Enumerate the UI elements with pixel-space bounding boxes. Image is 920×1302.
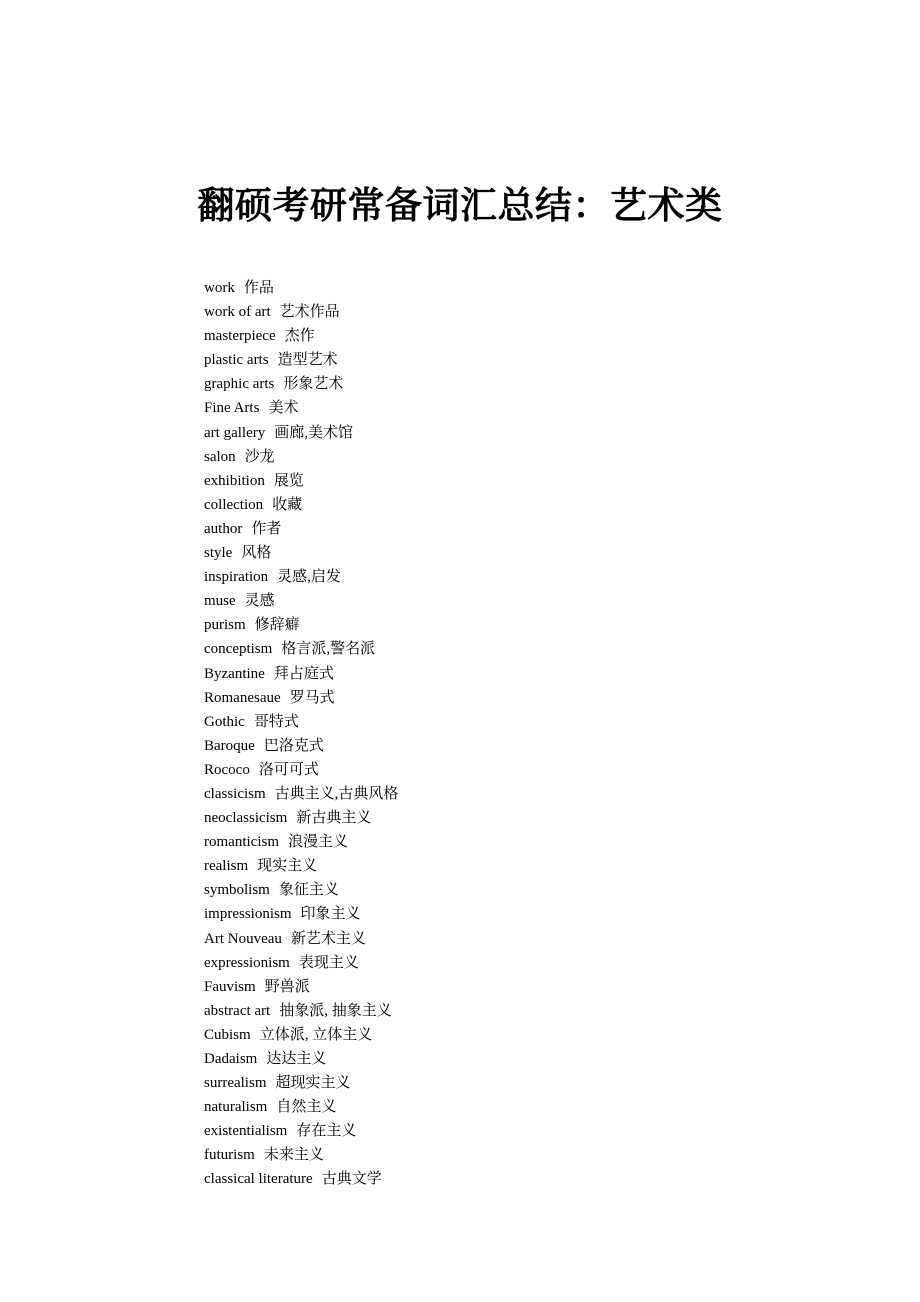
entry-english: classical literature <box>204 1171 313 1188</box>
entry-chinese: 哥特式 <box>253 713 299 730</box>
entry-english: muse <box>204 593 236 610</box>
entry-chinese: 风格 <box>241 545 272 562</box>
vocabulary-entry <box>204 373 398 397</box>
entry-english: Baroque <box>204 737 255 754</box>
entry-chinese: 古典主义,古典风格 <box>274 785 399 802</box>
entry-english: abstract art <box>204 1002 271 1019</box>
entry-chinese: 修辞癖 <box>254 617 300 634</box>
entry-english: collection <box>204 496 264 513</box>
vocabulary-entry <box>204 928 398 952</box>
entry-english: Fauvism <box>204 978 256 995</box>
vocabulary-entry <box>204 952 398 976</box>
vocabulary-entry <box>204 855 398 879</box>
entry-chinese: 古典文学 <box>321 1171 382 1188</box>
entry-english: expressionism <box>204 954 290 971</box>
entry-chinese: 自然主义 <box>276 1099 337 1116</box>
entry-chinese: 美术 <box>268 400 299 417</box>
entry-chinese: 作者 <box>251 520 282 537</box>
entry-chinese: 造型艺术 <box>277 352 338 369</box>
vocabulary-entry <box>204 1024 398 1048</box>
entry-chinese: 新古典主义 <box>296 810 372 827</box>
entry-english: Dadaism <box>204 1051 258 1067</box>
entry-english: art gallery <box>204 424 266 441</box>
entry-english: Cubism <box>204 1026 251 1043</box>
entry-chinese: 艺术作品 <box>279 304 340 321</box>
entry-english: purism <box>204 617 246 634</box>
vocabulary-entry <box>204 446 398 470</box>
entry-chinese: 作品 <box>243 280 274 296</box>
entry-english: graphic arts <box>204 376 275 393</box>
entry-english: style <box>204 545 233 562</box>
entry-chinese: 展览 <box>273 472 304 489</box>
entry-english: Rococo <box>204 761 250 778</box>
entry-chinese: 现实主义 <box>257 858 318 875</box>
entry-english: salon <box>204 448 236 465</box>
entry-english: work <box>204 280 235 296</box>
vocabulary-entry <box>204 759 398 783</box>
vocabulary-entry <box>204 1144 398 1168</box>
vocabulary-entry <box>204 494 398 518</box>
vocabulary-entry <box>204 590 398 614</box>
vocabulary-entry <box>204 711 398 735</box>
entry-chinese: 抽象派, 抽象主义 <box>279 1002 392 1019</box>
vocabulary-entry <box>204 735 398 759</box>
entry-english: impressionism <box>204 906 292 923</box>
entry-english: masterpiece <box>204 328 276 345</box>
entry-chinese: 拜占庭式 <box>273 665 334 682</box>
entry-english: Gothic <box>204 713 245 730</box>
vocabulary-entry <box>204 663 398 687</box>
entry-chinese: 立体派, 立体主义 <box>259 1026 373 1043</box>
vocabulary-entry <box>204 976 398 1000</box>
entry-chinese: 浪漫主义 <box>288 834 349 851</box>
entry-english: classicism <box>204 785 266 802</box>
vocabulary-entry <box>204 349 398 373</box>
entry-chinese: 画廊,美术馆 <box>274 424 353 441</box>
entry-english: romanticism <box>204 834 279 851</box>
entry-english: plastic arts <box>204 352 269 369</box>
entry-english: author <box>204 520 243 537</box>
entry-chinese: 罗马式 <box>289 689 335 706</box>
vocabulary-entry <box>204 879 398 903</box>
entry-english: Romanesaue <box>204 689 281 706</box>
vocabulary-entry <box>204 807 398 831</box>
vocabulary-entry <box>204 566 398 590</box>
entry-english: Fine Arts <box>204 400 260 417</box>
vocabulary-entry <box>204 903 398 927</box>
entry-chinese: 未来主义 <box>263 1147 324 1164</box>
entry-english: inspiration <box>204 569 269 586</box>
vocabulary-entry <box>204 397 398 421</box>
entry-english: naturalism <box>204 1099 268 1116</box>
vocabulary-entry <box>204 1168 398 1192</box>
entry-english: surrealism <box>204 1075 267 1092</box>
vocabulary-entry <box>204 1120 398 1144</box>
entry-chinese: 收藏 <box>272 496 303 513</box>
document-title: 翻硕考研常备词汇总结：艺术类 <box>197 186 723 227</box>
entry-chinese: 洛可可式 <box>258 761 319 778</box>
entry-chinese: 表现主义 <box>298 954 359 971</box>
entry-chinese: 格言派,警名派 <box>281 641 376 658</box>
entry-english: work of art <box>204 304 271 321</box>
entry-chinese: 超现实主义 <box>275 1075 351 1092</box>
entry-chinese: 存在主义 <box>296 1123 357 1140</box>
entry-chinese: 灵感 <box>244 593 275 610</box>
entry-chinese: 杰作 <box>284 328 315 345</box>
entry-chinese: 象征主义 <box>278 882 339 899</box>
vocabulary-entry <box>204 470 398 494</box>
entry-english: conceptism <box>204 641 273 658</box>
vocabulary-entry <box>204 1048 398 1072</box>
vocabulary-entry <box>204 783 398 807</box>
vocabulary-entry <box>204 1072 398 1096</box>
entry-english: futurism <box>204 1147 255 1164</box>
vocabulary-entry <box>204 687 398 711</box>
entry-english: realism <box>204 858 249 875</box>
vocabulary-entry <box>204 301 398 325</box>
entry-english: neoclassicism <box>204 810 288 827</box>
entry-chinese: 印象主义 <box>300 906 361 923</box>
entry-english: symbolism <box>204 882 270 899</box>
entry-chinese: 达达主义 <box>266 1051 327 1067</box>
vocabulary-list <box>204 277 398 1193</box>
entry-english: Art Nouveau <box>204 930 282 947</box>
vocabulary-entry <box>204 638 398 662</box>
entry-chinese: 巴洛克式 <box>263 737 324 754</box>
vocabulary-entry <box>204 614 398 638</box>
entry-chinese: 形象艺术 <box>283 376 344 393</box>
entry-english: exhibition <box>204 472 265 489</box>
vocabulary-entry <box>204 542 398 566</box>
vocabulary-entry <box>204 518 398 542</box>
vocabulary-entry <box>204 277 398 301</box>
entry-english: existentialism <box>204 1123 288 1140</box>
vocabulary-entry <box>204 422 398 446</box>
vocabulary-entry <box>204 831 398 855</box>
entry-chinese: 野兽派 <box>264 978 310 995</box>
vocabulary-entry <box>204 1096 398 1120</box>
entry-chinese: 灵感,启发 <box>277 569 341 586</box>
entry-chinese: 新艺术主义 <box>290 930 366 947</box>
entry-chinese: 沙龙 <box>244 448 275 465</box>
vocabulary-entry <box>204 1000 398 1024</box>
entry-english: Byzantine <box>204 665 265 682</box>
vocabulary-entry <box>204 325 398 349</box>
